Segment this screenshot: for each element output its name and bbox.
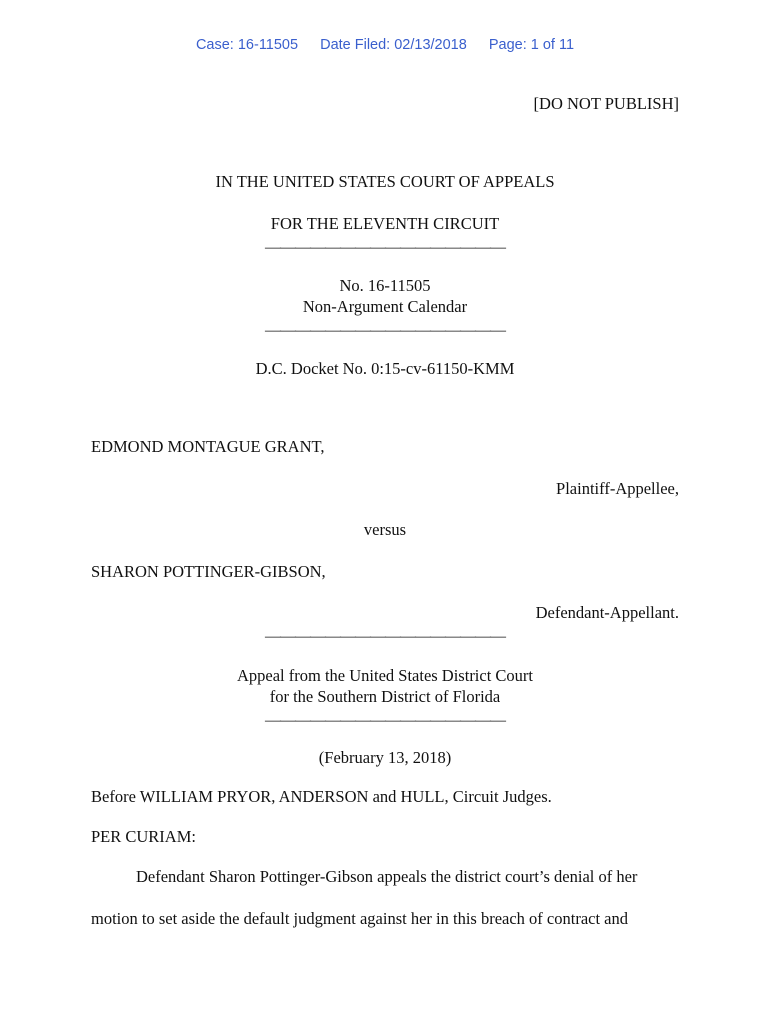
appeal-source-line2: for the Southern District of Florida [269, 687, 501, 706]
docket-number: D.C. Docket No. 0:15-cv-61150-KMM [255, 359, 515, 378]
court-circuit: FOR THE ELEVENTH CIRCUIT [270, 214, 500, 233]
page-count-stamp: Page: 1 of 11 [488, 37, 575, 53]
divider-rule: ———————————————— [265, 322, 505, 339]
divider-rule: ———————————————— [265, 712, 505, 729]
case-number: No. 16-11505 [339, 276, 431, 295]
publish-notice: [DO NOT PUBLISH] [533, 94, 679, 113]
per-curiam-heading: PER CURIAM: [91, 827, 196, 846]
plaintiff-role: Plaintiff-Appellee, [556, 479, 679, 498]
calendar-type: Non-Argument Calendar [302, 297, 468, 316]
defendant-role: Defendant-Appellant. [535, 603, 679, 622]
appeal-source-line1: Appeal from the United States District Court [236, 666, 534, 685]
defendant-name: SHARON POTTINGER-GIBSON, [91, 562, 326, 581]
opinion-text-line2: motion to set aside the default judgment against her in this breach of contract and [91, 909, 629, 928]
divider-rule: ———————————————— [265, 628, 505, 645]
filing-header-stamp [0, 36, 770, 54]
date-filed-stamp: Date Filed: 02/13/2018 [320, 37, 467, 53]
court-title: IN THE UNITED STATES COURT OF APPEALS [215, 172, 555, 191]
plaintiff-name: EDMOND MONTAGUE GRANT, [91, 437, 325, 456]
case-number-stamp: Case: 16-11505 [195, 37, 299, 53]
judicial-panel: Before WILLIAM PRYOR, ANDERSON and HULL, Circuit Judges. [91, 787, 552, 806]
divider-rule: ———————————————— [265, 239, 505, 256]
decision-date: (February 13, 2018) [318, 748, 452, 767]
opinion-text-line1: Defendant Sharon Pottinger-Gibson appeals the district court’s denial of her [136, 867, 638, 886]
versus-label: versus [363, 520, 407, 539]
